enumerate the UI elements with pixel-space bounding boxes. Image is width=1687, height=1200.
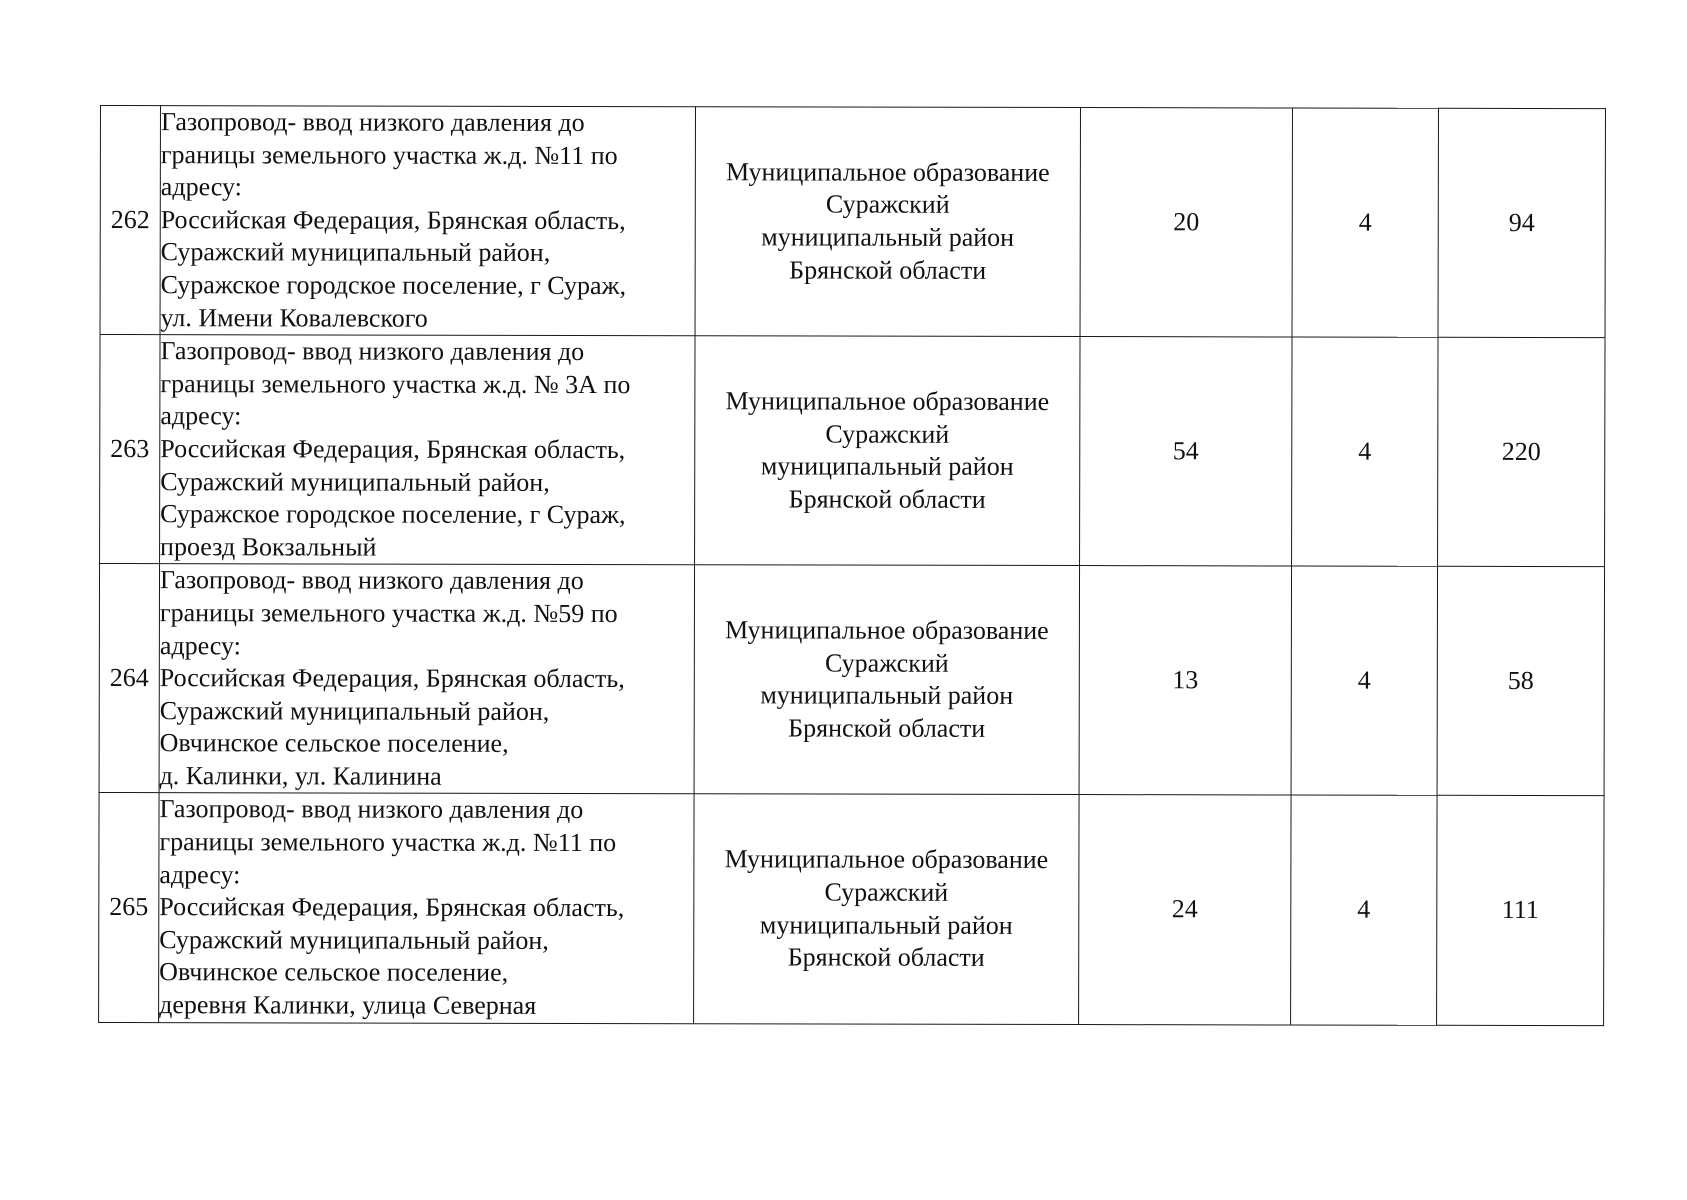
registry-table [98,105,1606,1026]
table-row [100,335,1605,567]
owner-line: Муниципальное образование [725,386,1050,417]
owner-line: Брянской области [789,255,987,285]
object-name-line: Газопровод- ввод низкого давления до [159,565,584,596]
value-cell-2: 4 [1291,795,1437,1024]
owner-line: Суражский [824,648,949,678]
object-name-line: Российская Федерация, Брянская область, [160,204,626,235]
owner-cell [695,107,1080,337]
object-name-line: Суражский муниципальный район, [159,695,550,726]
object-name-line: Газопровод- ввод низкого давления до [159,794,584,825]
owner-cell [694,794,1079,1024]
object-name-line: адресу: [160,172,242,202]
owner-cell [694,565,1079,795]
owner-line: Суражский [825,419,950,449]
owner-line: Муниципальное образование [726,157,1050,187]
table-row [99,793,1604,1025]
row-number: 265 [99,793,159,1022]
table-row [100,106,1605,338]
object-name-line: границы земельного участка ж.д. №11 по [160,139,618,170]
object-name-line: Суражский муниципальный район, [160,466,550,497]
value-cell-3: 111 [1437,796,1604,1026]
owner-line: муниципальный район [760,680,1014,711]
owner-line: муниципальный район [760,451,1014,482]
row-number: 263 [100,335,160,564]
object-name-line: ул. Имени Ковалевского [160,302,428,333]
object-name-line: Овчинское сельское поселение, [159,728,509,759]
row-number: 264 [99,564,159,793]
object-name-cell [160,335,695,565]
value-cell-2: 4 [1291,566,1437,795]
owner-line: Муниципальное образование [724,844,1049,875]
value-cell-1: 20 [1080,108,1292,338]
table-row [99,564,1604,796]
object-name-line: Суражское городское поселение, г Сураж, [160,270,627,301]
row-number: 262 [100,106,160,335]
value-cell-2: 4 [1292,337,1438,566]
owner-line: Брянской области [788,713,986,743]
object-name-line: деревня Калинки, улица Северная [159,990,537,1020]
object-name-line: адресу: [160,401,242,431]
owner-line: Суражский [824,877,949,907]
object-name-line: Газопровод- ввод низкого давления до [160,336,585,367]
object-name-line: границы земельного участка ж.д. №11 по [159,827,617,858]
owner-line: Суражский [825,190,950,220]
owner-line: муниципальный район [761,222,1015,252]
object-name-cell [160,106,695,336]
object-name-line: Российская Федерация, Брянская область, [159,892,625,923]
object-name-line: д. Калинки, ул. Калинина [159,761,442,791]
object-name-line: Российская Федерация, Брянская область, [160,434,626,465]
object-name-line: границы земельного участка ж.д. №59 по [159,598,618,628]
object-name-line: Суражский муниципальный район, [160,237,551,268]
owner-line: Муниципальное образование [725,615,1049,646]
object-name-line: проезд Вокзальный [160,531,377,562]
object-name-line: Суражское городское поселение, г Сураж, [160,499,626,530]
object-name-line: адресу: [159,630,241,660]
owner-line: муниципальный район [759,909,1013,940]
object-name-line: Газопровод- ввод низкого давления до [160,107,585,138]
object-name-cell [159,564,694,794]
object-name-line: Российская Федерация, Брянская область, [159,663,625,694]
owner-line: Брянской области [788,484,986,514]
value-cell-3: 94 [1438,108,1605,338]
value-cell-1: 13 [1079,566,1291,796]
value-cell-3: 220 [1438,337,1605,567]
object-name-line: границы земельного участка ж.д. № 3А по [160,368,631,399]
owner-cell [695,336,1080,566]
object-name-line: Суражский муниципальный район, [159,924,549,955]
owner-line: Брянской области [787,942,985,972]
object-name-line: адресу: [159,859,241,889]
value-cell-2: 4 [1292,108,1438,337]
value-cell-1: 24 [1079,795,1291,1025]
value-cell-1: 54 [1080,337,1292,567]
object-name-line: Овчинское сельское поселение, [159,957,509,988]
value-cell-3: 58 [1437,567,1604,797]
object-name-cell [159,793,694,1023]
